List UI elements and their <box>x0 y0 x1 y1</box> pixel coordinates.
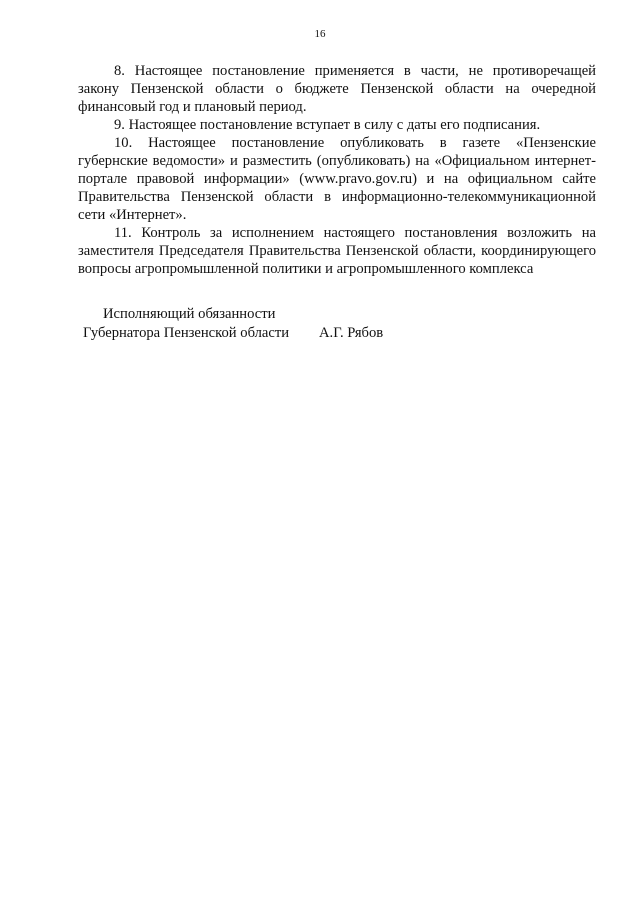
signature-position-line: Исполняющий обязанности <box>103 306 276 322</box>
paragraph-9: 9. Настоящее постановление вступает в силу с даты его подписания. <box>114 117 541 133</box>
paragraph-10: 10. Настоящее постановление опубликовать в газете «Пензенские губернские ведомости» и разместить (опубликовать) на «Официальном интернет-портале правовой информации» (www.pravo.gov.ru) и на официальном сайте Правительства Пензенской области в информационно-телекоммуникационной сети «Интернет». <box>78 135 596 223</box>
signature-block <box>83 305 523 343</box>
paragraph-8: 8. Настоящее постановление применяется в части, не противоречащей закону Пензенской области о бюджете Пензенской области на очередной финансовый год и плановый период. <box>78 63 596 115</box>
signature-title: Губернатора Пензенской области <box>83 325 290 341</box>
signature-title-row <box>83 324 523 343</box>
document-body <box>78 62 596 278</box>
signatory-name: А.Г. Рябов <box>319 325 384 341</box>
page-number: 16 <box>314 28 326 40</box>
paragraph-11: 11. Контроль за исполнением настоящего постановления возложить на заместителя Председателя Правительства Пензенской области, координирующего вопросы агропромышленной политики и агропромышленного комплекса <box>78 225 596 277</box>
